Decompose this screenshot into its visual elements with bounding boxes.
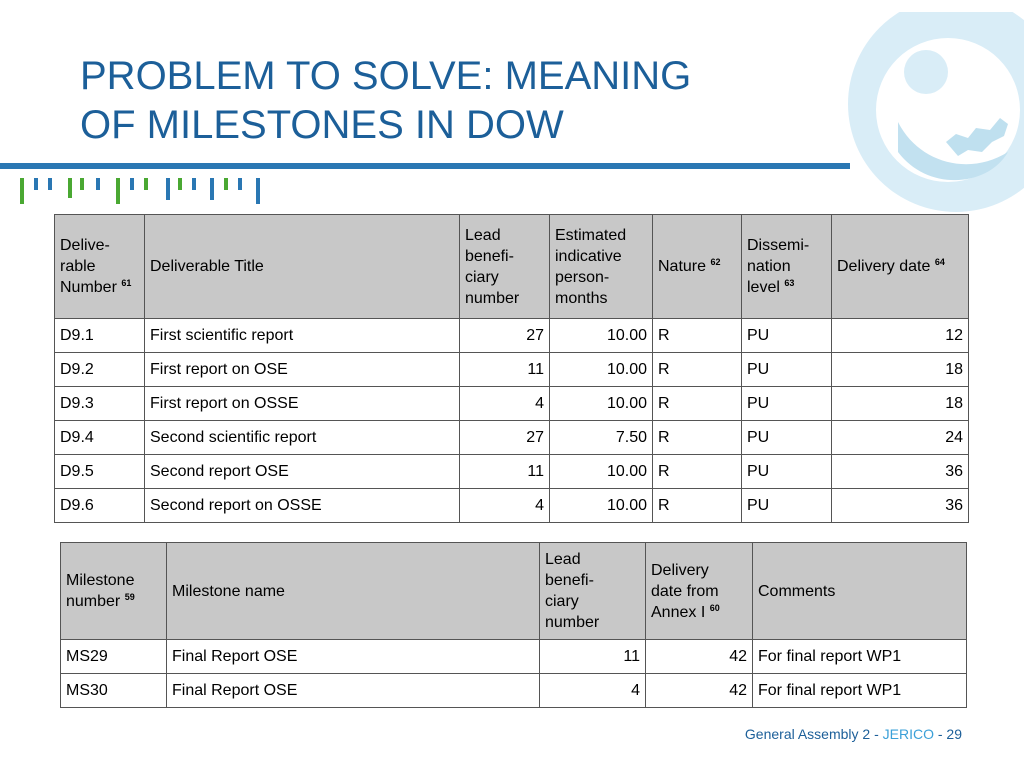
table-cell: PU [742, 489, 832, 523]
header-text-line: Dissemi- [747, 237, 810, 254]
header-text-line: ciary [545, 593, 579, 610]
table-cell: R [653, 387, 742, 421]
table-cell: PU [742, 421, 832, 455]
title-divider [0, 163, 850, 169]
decorative-tick [96, 178, 100, 190]
header-text-line: Lead [545, 551, 581, 568]
table-cell: First report on OSSE [145, 387, 460, 421]
table-cell: 27 [460, 319, 550, 353]
deliverables-header-0 [55, 215, 145, 319]
table-row [55, 489, 969, 523]
decorative-tick [224, 178, 228, 190]
table-cell: R [653, 353, 742, 387]
table-row [55, 387, 969, 421]
header-text-line: Nature [658, 258, 707, 275]
table-cell: PU [742, 455, 832, 489]
table-cell: Second report on OSSE [145, 489, 460, 523]
decorative-tick [178, 178, 182, 190]
decorative-tick [34, 178, 38, 190]
table-cell: First scientific report [145, 319, 460, 353]
milestones-header-3 [646, 543, 753, 640]
footer-page-number: - 29 [933, 726, 962, 742]
table-row [55, 421, 969, 455]
table-cell: D9.4 [55, 421, 145, 455]
footnote-ref: 61 [121, 278, 132, 288]
decorative-tick [192, 178, 196, 190]
table-cell: Final Report OSE [167, 640, 540, 674]
table-row [61, 640, 967, 674]
header-text-line: date from [651, 582, 719, 600]
table-cell: D9.1 [55, 319, 145, 353]
header-text-line: rable [60, 258, 96, 275]
table-cell: 18 [832, 387, 969, 421]
slide-footer [745, 726, 962, 742]
footnote-ref: 60 [709, 602, 720, 613]
decorative-tick [68, 178, 72, 198]
table-cell: First report on OSE [145, 353, 460, 387]
table-cell: 10.00 [550, 387, 653, 421]
title-line-1: PROBLEM TO SOLVE: MEANING [80, 54, 692, 98]
header-text-line: ciary [465, 268, 499, 286]
table-cell: PU [742, 319, 832, 353]
table-row [55, 319, 969, 353]
deliverables-header-row [55, 215, 969, 319]
deliverables-header-6 [832, 215, 969, 319]
milestones-body [61, 640, 967, 708]
header-text-line: Deliverable Title [150, 258, 264, 275]
header-text-line: benefi- [545, 572, 594, 589]
deliverables-table [54, 214, 969, 523]
footer-prefix: General Assembly 2 - [744, 726, 883, 742]
table-row [61, 674, 967, 708]
table-cell: 10.00 [550, 319, 653, 353]
table-cell: 36 [832, 455, 969, 489]
decorative-tick [130, 178, 134, 190]
header-text-line: number [545, 614, 600, 631]
footnote-ref: 62 [710, 257, 721, 267]
header-text-line: level [747, 279, 780, 296]
header-text-line: Comments [758, 582, 836, 600]
header-text-line: person- [555, 268, 610, 286]
header-text-line: Delivery date [837, 258, 931, 275]
table-cell: 36 [832, 489, 969, 523]
deliverables-header-4 [653, 215, 742, 319]
table-cell: PU [742, 387, 832, 421]
table-cell: 10.00 [550, 455, 653, 489]
footer-brand: JERICO [882, 726, 934, 742]
table-cell: 7.50 [550, 421, 653, 455]
milestones-header-row [61, 543, 967, 640]
footnote-ref: 64 [934, 257, 945, 267]
decorative-tick [210, 178, 214, 200]
milestones-header-1 [167, 543, 540, 640]
header-text-line: benefi- [465, 247, 514, 265]
table-cell: 18 [832, 353, 969, 387]
table-cell: MS30 [61, 674, 167, 708]
header-text-line: Milestone name [172, 582, 285, 600]
header-text-line: Delive- [60, 237, 110, 254]
deliverables-header-5 [742, 215, 832, 319]
table-cell: Second report OSE [145, 455, 460, 489]
decorative-tick [80, 178, 84, 190]
decorative-tick [238, 178, 242, 190]
table-row [55, 455, 969, 489]
table-cell: R [653, 489, 742, 523]
table-cell: Final Report OSE [167, 674, 540, 708]
header-text-line: Number [60, 279, 117, 296]
header-text-line: nation [747, 258, 791, 275]
decorative-tick [256, 178, 260, 204]
header-text-line: number [66, 593, 121, 610]
header-text-line: number [465, 289, 520, 307]
header-text-line: Estimated [555, 226, 627, 244]
header-text-line: Annex I [651, 603, 706, 621]
table-cell: R [653, 455, 742, 489]
table-cell: For final report WP1 [753, 640, 967, 674]
table-cell: D9.2 [55, 353, 145, 387]
header-text-line: Delivery [651, 561, 709, 579]
table-cell: D9.3 [55, 387, 145, 421]
table-cell: 11 [540, 640, 646, 674]
table-cell: 42 [646, 674, 753, 708]
table-cell: For final report WP1 [753, 674, 967, 708]
milestones-table [60, 542, 967, 708]
table-cell: D9.5 [55, 455, 145, 489]
table-cell: 4 [460, 387, 550, 421]
table-cell: 4 [460, 489, 550, 523]
deliverables-body [55, 319, 969, 523]
deliverables-header-1 [145, 215, 460, 319]
header-text-line: months [555, 289, 608, 307]
table-row [55, 353, 969, 387]
milestones-header-2 [540, 543, 646, 640]
decorative-tick [20, 178, 24, 204]
decorative-tick [144, 178, 148, 190]
deliverables-header-3 [550, 215, 653, 319]
table-cell: 24 [832, 421, 969, 455]
header-text-line: Lead [465, 226, 501, 244]
table-cell: 12 [832, 319, 969, 353]
table-cell: 4 [540, 674, 646, 708]
table-cell: D9.6 [55, 489, 145, 523]
table-cell: PU [742, 353, 832, 387]
milestones-header-4 [753, 543, 967, 640]
decorative-tick [166, 178, 170, 200]
milestones-header-0 [61, 543, 167, 640]
table-cell: Second scientific report [145, 421, 460, 455]
jerico-logo-icon [838, 12, 1024, 212]
header-text-line: Milestone [66, 572, 135, 589]
decorative-tick [48, 178, 52, 190]
table-cell: 11 [460, 353, 550, 387]
decorative-tick [116, 178, 120, 204]
table-cell: 10.00 [550, 353, 653, 387]
footnote-ref: 59 [124, 592, 135, 602]
decorative-ticks [20, 178, 280, 206]
table-cell: MS29 [61, 640, 167, 674]
table-cell: 10.00 [550, 489, 653, 523]
table-cell: R [653, 319, 742, 353]
table-cell: 27 [460, 421, 550, 455]
deliverables-header-2 [460, 215, 550, 319]
table-cell: 11 [460, 455, 550, 489]
header-text-line: indicative [555, 247, 622, 265]
footnote-ref: 63 [784, 278, 795, 288]
title-line-2: OF MILESTONES IN DOW [80, 103, 564, 147]
table-cell: R [653, 421, 742, 455]
page-title [80, 52, 840, 150]
table-cell: 42 [646, 640, 753, 674]
